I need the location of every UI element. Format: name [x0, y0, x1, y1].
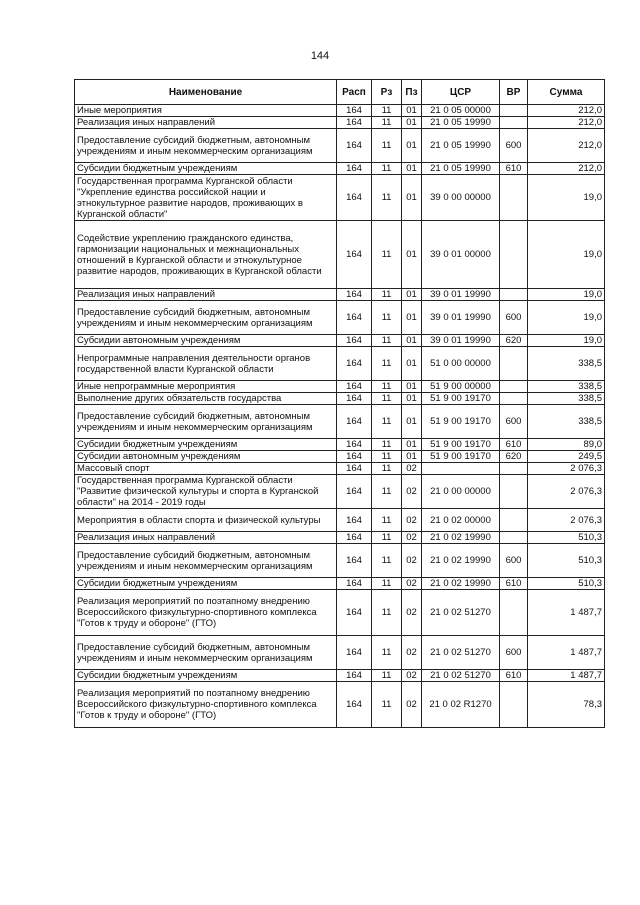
cell-pz: 02	[402, 532, 422, 544]
table-row	[75, 105, 605, 117]
cell-name: Реализация иных направлений	[75, 289, 337, 301]
cell-sum: 19,0	[528, 335, 605, 347]
cell-sum: 510,3	[528, 532, 605, 544]
table-row	[75, 463, 605, 475]
cell-pz: 02	[402, 509, 422, 532]
cell-vr: 600	[500, 636, 528, 670]
cell-sum: 212,0	[528, 163, 605, 175]
cell-pz: 01	[402, 451, 422, 463]
cell-pz: 01	[402, 347, 422, 381]
cell-vr	[500, 175, 528, 221]
cell-vr	[500, 393, 528, 405]
cell-vr: 620	[500, 335, 528, 347]
cell-rasp: 164	[337, 590, 372, 636]
cell-sum: 510,3	[528, 544, 605, 578]
cell-sum: 89,0	[528, 439, 605, 451]
cell-rasp: 164	[337, 439, 372, 451]
cell-name: Субсидии автономным учреждениям	[75, 451, 337, 463]
cell-sum: 338,5	[528, 405, 605, 439]
cell-pz: 01	[402, 393, 422, 405]
cell-csr: 21 0 05 00000	[422, 105, 500, 117]
budget-table	[74, 79, 605, 728]
cell-sum: 2 076,3	[528, 463, 605, 475]
cell-name: Мероприятия в области спорта и физической культуры	[75, 509, 337, 532]
cell-csr: 39 0 00 00000	[422, 175, 500, 221]
cell-rasp: 164	[337, 532, 372, 544]
cell-name: Реализация мероприятий по поэтапному внедрению Всероссийского физкультурно-спортивного комплекса "Готов к труду и обороне" (ГТО)	[75, 682, 337, 728]
cell-sum: 19,0	[528, 221, 605, 289]
cell-csr	[422, 463, 500, 475]
header-name: Наименование	[75, 80, 337, 105]
table-row	[75, 117, 605, 129]
cell-vr	[500, 289, 528, 301]
cell-rasp: 164	[337, 636, 372, 670]
cell-name: Субсидии бюджетным учреждениям	[75, 670, 337, 682]
cell-rasp: 164	[337, 475, 372, 509]
header-csr: ЦСР	[422, 80, 500, 105]
cell-name: Предоставление субсидий бюджетным, автономным учреждениям и иным некоммерческим организациям	[75, 405, 337, 439]
cell-name: Предоставление субсидий бюджетным, автономным учреждениям и иным некоммерческим организациям	[75, 301, 337, 335]
cell-vr	[500, 117, 528, 129]
table-row	[75, 439, 605, 451]
page-number: 144	[310, 50, 330, 62]
cell-name: Массовый спорт	[75, 463, 337, 475]
table-row	[75, 129, 605, 163]
cell-rz: 11	[372, 670, 402, 682]
cell-csr: 39 0 01 00000	[422, 221, 500, 289]
cell-name: Предоставление субсидий бюджетным, автономным учреждениям и иным некоммерческим организациям	[75, 544, 337, 578]
cell-csr: 51 0 00 00000	[422, 347, 500, 381]
table-row	[75, 682, 605, 728]
cell-name: Субсидии бюджетным учреждениям	[75, 439, 337, 451]
cell-rz: 11	[372, 532, 402, 544]
cell-vr	[500, 463, 528, 475]
cell-rz: 11	[372, 381, 402, 393]
cell-rasp: 164	[337, 347, 372, 381]
cell-rasp: 164	[337, 544, 372, 578]
cell-pz: 01	[402, 289, 422, 301]
table-row	[75, 335, 605, 347]
cell-rasp: 164	[337, 105, 372, 117]
cell-rz: 11	[372, 439, 402, 451]
cell-vr	[500, 347, 528, 381]
cell-rz: 11	[372, 393, 402, 405]
table-row	[75, 451, 605, 463]
cell-csr: 39 0 01 19990	[422, 335, 500, 347]
cell-csr: 51 9 00 19170	[422, 405, 500, 439]
cell-vr	[500, 590, 528, 636]
cell-sum: 78,3	[528, 682, 605, 728]
cell-csr: 21 0 02 R1270	[422, 682, 500, 728]
cell-csr: 21 0 02 51270	[422, 670, 500, 682]
table-row	[75, 393, 605, 405]
cell-sum: 2 076,3	[528, 475, 605, 509]
cell-rasp: 164	[337, 117, 372, 129]
cell-rz: 11	[372, 475, 402, 509]
cell-pz: 01	[402, 117, 422, 129]
cell-name: Государственная программа Курганской области "Укрепление единства российской нации и этнокультурное развитие народов, проживающих в Курганской области"	[75, 175, 337, 221]
cell-sum: 212,0	[528, 105, 605, 117]
cell-vr: 610	[500, 439, 528, 451]
header-vr: ВР	[500, 80, 528, 105]
cell-rz: 11	[372, 578, 402, 590]
cell-csr: 21 0 00 00000	[422, 475, 500, 509]
cell-rz: 11	[372, 221, 402, 289]
cell-csr: 51 9 00 19170	[422, 451, 500, 463]
cell-rz: 11	[372, 289, 402, 301]
cell-sum: 338,5	[528, 393, 605, 405]
cell-csr: 21 0 02 51270	[422, 636, 500, 670]
cell-name: Предоставление субсидий бюджетным, автономным учреждениям и иным некоммерческим организациям	[75, 636, 337, 670]
cell-sum: 338,5	[528, 381, 605, 393]
cell-rasp: 164	[337, 509, 372, 532]
table-row	[75, 163, 605, 175]
cell-sum: 1 487,7	[528, 670, 605, 682]
table-header-row	[75, 80, 605, 105]
table-row	[75, 347, 605, 381]
cell-pz: 02	[402, 636, 422, 670]
table-row	[75, 405, 605, 439]
cell-vr: 600	[500, 544, 528, 578]
cell-vr	[500, 475, 528, 509]
cell-name: Реализация иных направлений	[75, 532, 337, 544]
cell-pz: 01	[402, 163, 422, 175]
cell-pz: 02	[402, 682, 422, 728]
cell-vr	[500, 682, 528, 728]
cell-pz: 01	[402, 301, 422, 335]
cell-vr: 620	[500, 451, 528, 463]
cell-vr	[500, 221, 528, 289]
cell-rz: 11	[372, 544, 402, 578]
cell-rasp: 164	[337, 451, 372, 463]
cell-pz: 01	[402, 175, 422, 221]
cell-rasp: 164	[337, 393, 372, 405]
cell-name: Субсидии бюджетным учреждениям	[75, 163, 337, 175]
header-pz: Пз	[402, 80, 422, 105]
table-row	[75, 301, 605, 335]
cell-csr: 51 9 00 00000	[422, 381, 500, 393]
table-row	[75, 475, 605, 509]
cell-vr	[500, 532, 528, 544]
cell-pz: 02	[402, 578, 422, 590]
cell-sum: 338,5	[528, 347, 605, 381]
cell-rasp: 164	[337, 670, 372, 682]
cell-rz: 11	[372, 682, 402, 728]
cell-pz: 02	[402, 463, 422, 475]
cell-csr: 21 0 05 19990	[422, 117, 500, 129]
cell-rasp: 164	[337, 335, 372, 347]
cell-pz: 01	[402, 105, 422, 117]
cell-rasp: 164	[337, 578, 372, 590]
cell-pz: 01	[402, 439, 422, 451]
cell-rasp: 164	[337, 163, 372, 175]
cell-rasp: 164	[337, 682, 372, 728]
table-row	[75, 578, 605, 590]
cell-rz: 11	[372, 301, 402, 335]
cell-csr: 21 0 02 51270	[422, 590, 500, 636]
cell-csr: 21 0 02 19990	[422, 544, 500, 578]
cell-vr	[500, 105, 528, 117]
cell-csr: 21 0 02 00000	[422, 509, 500, 532]
cell-rasp: 164	[337, 175, 372, 221]
cell-sum: 1 487,7	[528, 636, 605, 670]
cell-vr: 610	[500, 163, 528, 175]
cell-rz: 11	[372, 335, 402, 347]
cell-csr: 21 0 02 19990	[422, 532, 500, 544]
cell-name: Предоставление субсидий бюджетным, автономным учреждениям и иным некоммерческим организациям	[75, 129, 337, 163]
cell-rasp: 164	[337, 405, 372, 439]
cell-vr	[500, 381, 528, 393]
cell-vr	[500, 509, 528, 532]
cell-pz: 01	[402, 405, 422, 439]
cell-sum: 19,0	[528, 175, 605, 221]
cell-sum: 19,0	[528, 301, 605, 335]
cell-sum: 212,0	[528, 117, 605, 129]
cell-sum: 2 076,3	[528, 509, 605, 532]
cell-sum: 19,0	[528, 289, 605, 301]
cell-name: Содействие укреплению гражданского единства, гармонизации национальных и межнациональных отношений в Курганской области и этнокультурное развитие народов, проживающих в Курганской области	[75, 221, 337, 289]
cell-pz: 02	[402, 475, 422, 509]
cell-name: Реализация мероприятий по поэтапному внедрению Всероссийского физкультурно-спортивного комплекса "Готов к труду и обороне" (ГТО)	[75, 590, 337, 636]
cell-rz: 11	[372, 463, 402, 475]
cell-rasp: 164	[337, 289, 372, 301]
cell-name: Иные непрограммные мероприятия	[75, 381, 337, 393]
cell-vr: 610	[500, 670, 528, 682]
table-row	[75, 636, 605, 670]
cell-rasp: 164	[337, 129, 372, 163]
cell-rasp: 164	[337, 381, 372, 393]
cell-vr: 600	[500, 129, 528, 163]
cell-rz: 11	[372, 175, 402, 221]
cell-vr: 610	[500, 578, 528, 590]
cell-sum: 510,3	[528, 578, 605, 590]
cell-csr: 39 0 01 19990	[422, 301, 500, 335]
table-row	[75, 381, 605, 393]
cell-csr: 51 9 00 19170	[422, 439, 500, 451]
cell-rz: 11	[372, 590, 402, 636]
cell-rz: 11	[372, 636, 402, 670]
cell-rz: 11	[372, 117, 402, 129]
table-row	[75, 175, 605, 221]
cell-rasp: 164	[337, 221, 372, 289]
cell-sum: 249,5	[528, 451, 605, 463]
cell-sum: 212,0	[528, 129, 605, 163]
cell-csr: 21 0 05 19990	[422, 163, 500, 175]
cell-name: Выполнение других обязательств государства	[75, 393, 337, 405]
cell-pz: 01	[402, 335, 422, 347]
header-rasp: Расп	[337, 80, 372, 105]
cell-name: Иные мероприятия	[75, 105, 337, 117]
cell-name: Субсидии бюджетным учреждениям	[75, 578, 337, 590]
cell-rasp: 164	[337, 463, 372, 475]
cell-name: Реализация иных направлений	[75, 117, 337, 129]
cell-rz: 11	[372, 105, 402, 117]
cell-sum: 1 487,7	[528, 590, 605, 636]
cell-rz: 11	[372, 405, 402, 439]
cell-vr: 600	[500, 405, 528, 439]
cell-pz: 01	[402, 221, 422, 289]
cell-rz: 11	[372, 509, 402, 532]
cell-rz: 11	[372, 451, 402, 463]
cell-csr: 21 0 05 19990	[422, 129, 500, 163]
cell-pz: 01	[402, 129, 422, 163]
cell-rz: 11	[372, 163, 402, 175]
cell-name: Непрограммные направления деятельности органов государственной власти Курганской области	[75, 347, 337, 381]
cell-csr: 51 9 00 19170	[422, 393, 500, 405]
cell-pz: 02	[402, 544, 422, 578]
cell-rz: 11	[372, 129, 402, 163]
table-row	[75, 532, 605, 544]
table-row	[75, 221, 605, 289]
cell-csr: 21 0 02 19990	[422, 578, 500, 590]
cell-vr: 600	[500, 301, 528, 335]
cell-rz: 11	[372, 347, 402, 381]
table-row	[75, 544, 605, 578]
cell-name: Государственная программа Курганской области "Развитие физической культуры и спорта в Курганской области" на 2014 - 2019 годы	[75, 475, 337, 509]
cell-name: Субсидии автономным учреждениям	[75, 335, 337, 347]
header-rz: Рз	[372, 80, 402, 105]
cell-pz: 02	[402, 590, 422, 636]
table-row	[75, 289, 605, 301]
cell-pz: 02	[402, 670, 422, 682]
cell-rasp: 164	[337, 301, 372, 335]
cell-csr: 39 0 01 19990	[422, 289, 500, 301]
table-row	[75, 670, 605, 682]
header-sum: Сумма	[528, 80, 605, 105]
table-row	[75, 509, 605, 532]
cell-pz: 01	[402, 381, 422, 393]
table-row	[75, 590, 605, 636]
